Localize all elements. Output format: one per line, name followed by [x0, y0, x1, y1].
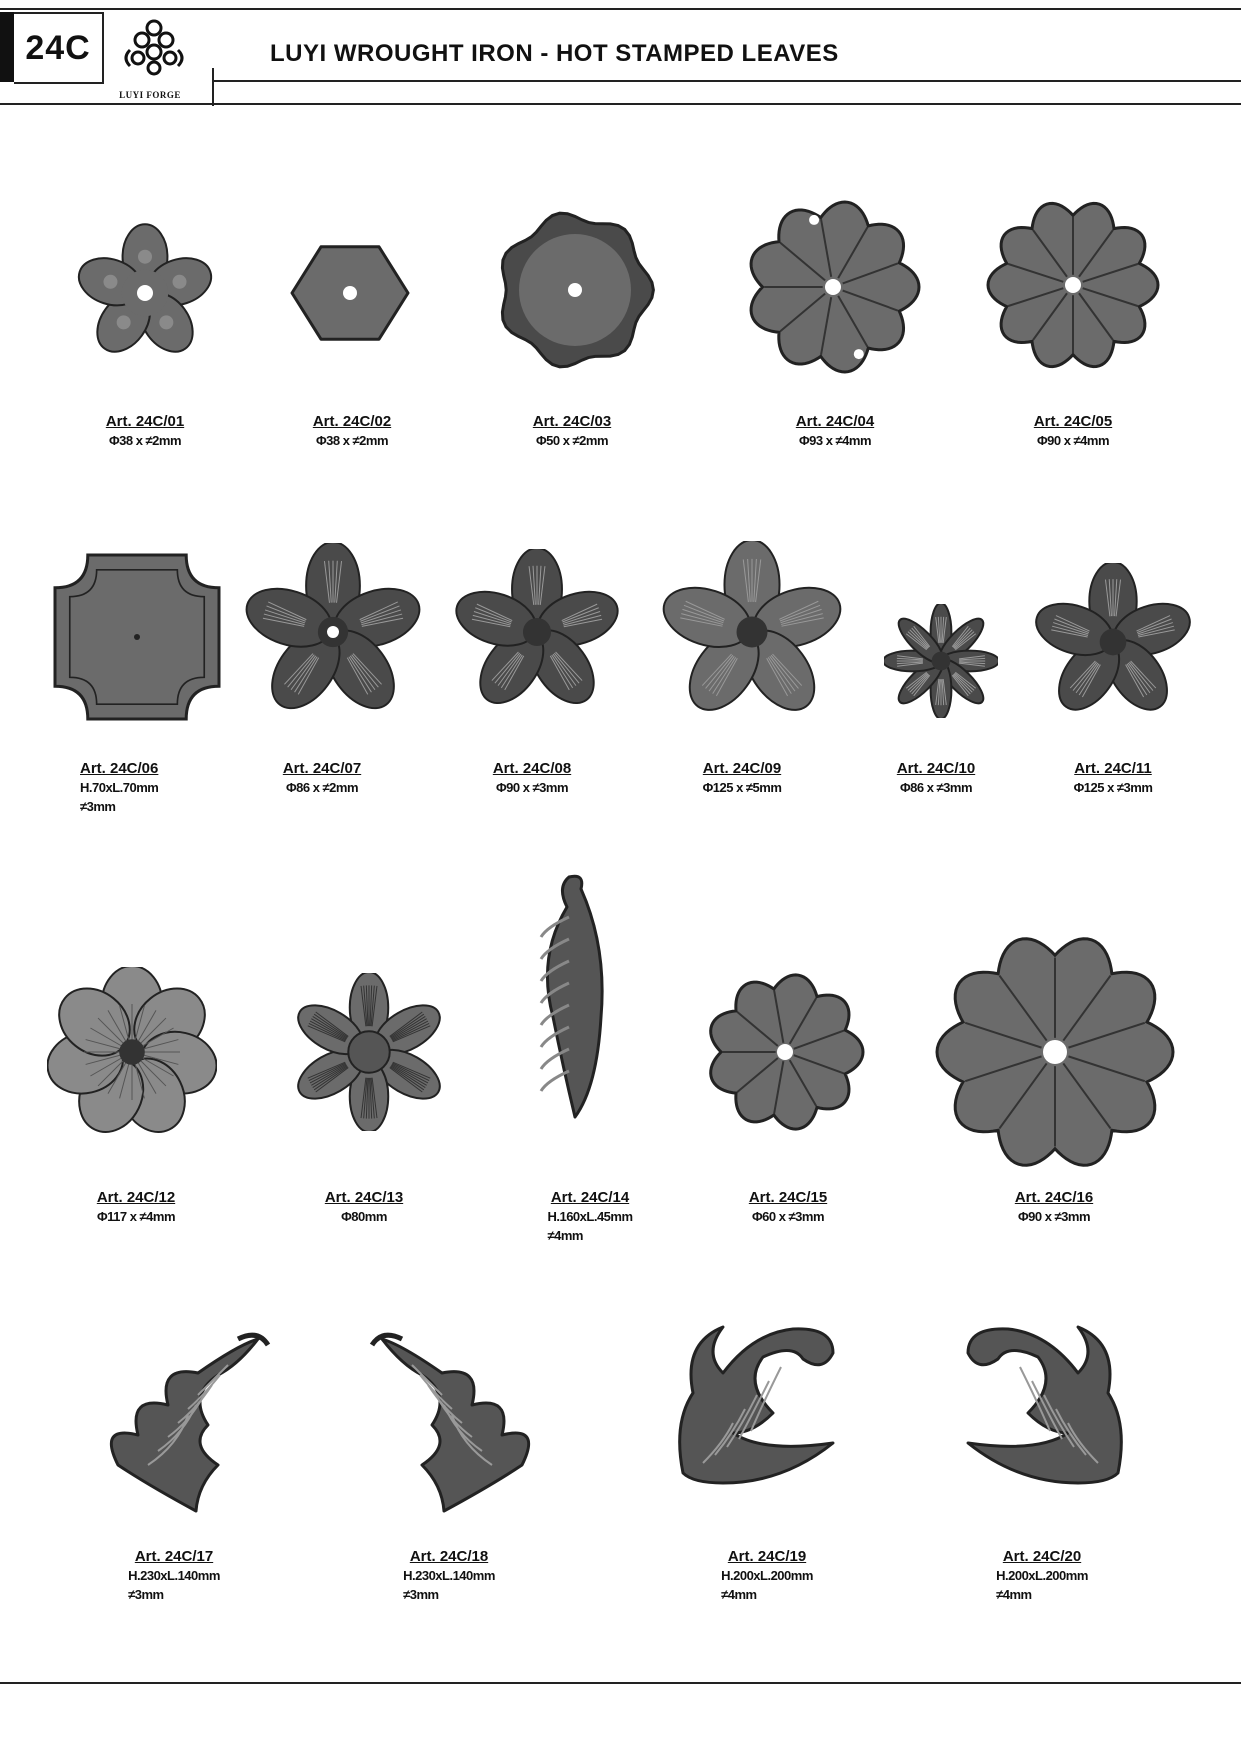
thickness: ≠4mm [996, 1587, 1032, 1602]
section-code-box [14, 12, 104, 84]
dimensions: Φ125 x ≠5mm [702, 780, 782, 795]
dimensions: Φ93 x ≠4mm [798, 433, 872, 448]
article-number: Art. 24C/07 [282, 760, 362, 777]
product-image [938, 1303, 1138, 1503]
product-label [403, 1547, 495, 1604]
article-number: Art. 24C/16 [1014, 1189, 1094, 1206]
dimensions: Φ90 x ≠3mm [495, 780, 569, 795]
page-header [0, 12, 1241, 106]
dimensions: Φ38 x ≠2mm [108, 433, 182, 448]
product-image [884, 604, 998, 718]
product-label [547, 1188, 632, 1245]
thickness: ≠3mm [403, 1587, 439, 1602]
product-image [287, 230, 413, 356]
product-label [283, 759, 361, 797]
article-number: Art. 24C/14 [550, 1189, 630, 1206]
dimensions: Φ86 x ≠3mm [899, 780, 973, 795]
product-label [128, 1547, 220, 1604]
dimensions: Φ90 x ≠4mm [1036, 433, 1110, 448]
article-number: Art. 24C/04 [795, 413, 875, 430]
product-image [527, 867, 627, 1137]
dimensions: Φ60 x ≠3mm [751, 1209, 825, 1224]
article-number: Art. 24C/09 [702, 760, 782, 777]
product-image [702, 969, 868, 1135]
thickness: ≠3mm [80, 799, 116, 814]
article-number: Art. 24C/05 [1033, 413, 1113, 430]
thickness: ≠4mm [547, 1228, 583, 1243]
product-label [1074, 759, 1153, 797]
product-image [742, 196, 924, 378]
product-label [533, 412, 611, 450]
article-number: Art. 24C/12 [96, 1189, 176, 1206]
product-label [80, 759, 158, 816]
product-image [88, 1315, 288, 1515]
bottom-rule [0, 1682, 1241, 1684]
product-image [983, 195, 1163, 375]
product-image [1034, 563, 1192, 721]
product-label [721, 1547, 813, 1604]
product-label [325, 1188, 403, 1226]
article-number: Art. 24C/20 [1002, 1548, 1082, 1565]
dimensions: Φ38 x ≠2mm [315, 433, 389, 448]
product-image [244, 543, 422, 721]
product-image [454, 549, 620, 715]
product-image [50, 550, 224, 724]
dimensions: Φ80mm [341, 1209, 387, 1224]
article-number: Art. 24C/02 [312, 413, 392, 430]
article-number: Art. 24C/17 [134, 1548, 214, 1565]
article-number: Art. 24C/08 [492, 760, 572, 777]
article-number: Art. 24C/11 [1074, 760, 1152, 777]
article-number: Art. 24C/15 [748, 1189, 828, 1206]
article-number: Art. 24C/19 [727, 1548, 807, 1565]
product-label [897, 759, 975, 797]
page-title: LUYI WROUGHT IRON - HOT STAMPED LEAVES [270, 40, 839, 67]
article-number: Art. 24C/03 [532, 413, 612, 430]
product-label [97, 1188, 175, 1226]
dimensions: H.230xL.140mm [128, 1568, 220, 1583]
product-image [290, 973, 448, 1131]
thickness: ≠4mm [721, 1587, 757, 1602]
title-rule [212, 80, 1241, 82]
dimensions: H.230xL.140mm [403, 1568, 495, 1583]
product-label [996, 1547, 1088, 1604]
product-image [490, 205, 660, 375]
dimensions: Φ50 x ≠2mm [535, 433, 609, 448]
dimensions: H.70xL.70mm [80, 780, 159, 795]
top-rule [0, 8, 1241, 10]
product-label [106, 412, 184, 450]
dimensions: Φ125 x ≠3mm [1073, 780, 1153, 795]
article-number: Art. 24C/10 [896, 760, 976, 777]
header-divider [212, 68, 214, 106]
dimensions: H.200xL.200mm [996, 1568, 1088, 1583]
product-label [703, 759, 782, 797]
product-label [796, 412, 874, 450]
dimensions: Φ117 x ≠4mm [96, 1209, 176, 1224]
article-number: Art. 24C/13 [324, 1189, 404, 1206]
product-image [661, 541, 843, 723]
thickness: ≠3mm [128, 1587, 164, 1602]
product-image [932, 929, 1178, 1175]
dimensions: Φ86 x ≠2mm [285, 780, 359, 795]
product-label [313, 412, 391, 450]
article-number: Art. 24C/06 [80, 760, 159, 777]
logo-caption: LUYI FORGE [119, 90, 181, 100]
product-label [493, 759, 571, 797]
article-number: Art. 24C/18 [409, 1548, 489, 1565]
product-image [352, 1315, 552, 1515]
product-image [74, 222, 216, 364]
product-label [1034, 412, 1112, 450]
product-image [47, 967, 217, 1137]
article-number: Art. 24C/01 [105, 413, 185, 430]
dimensions: H.200xL.200mm [721, 1568, 813, 1583]
product-label [1015, 1188, 1093, 1226]
product-label [749, 1188, 827, 1226]
section-code: 24C [25, 28, 91, 67]
header-bottom-rule [0, 103, 1241, 105]
dimensions: Φ90 x ≠3mm [1017, 1209, 1091, 1224]
dimensions: H.160xL.45mm [547, 1209, 633, 1224]
product-image [663, 1303, 863, 1503]
